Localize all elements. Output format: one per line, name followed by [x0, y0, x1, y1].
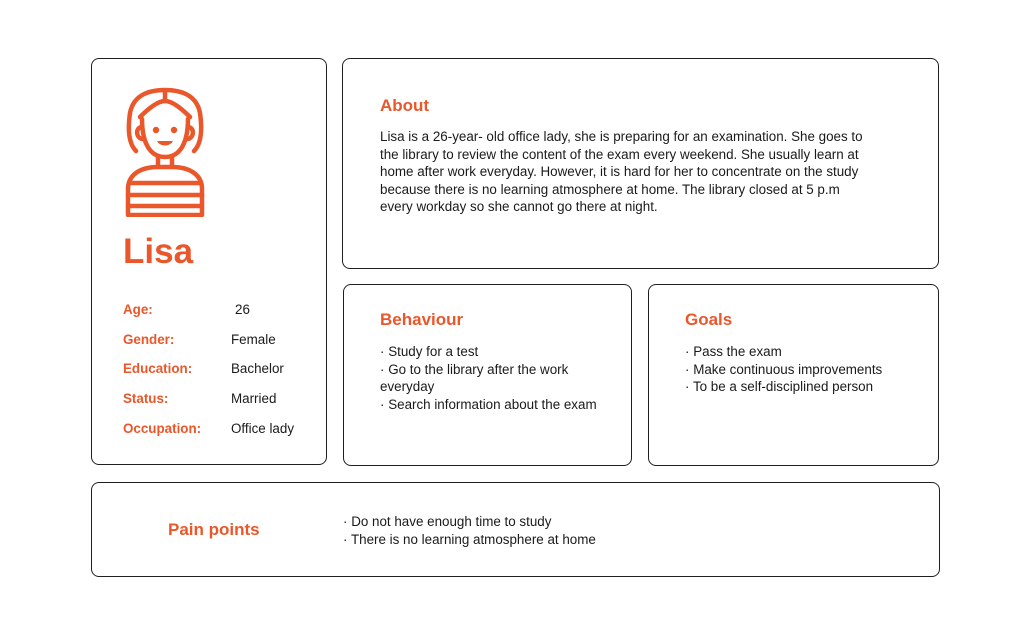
pain-points-card — [91, 482, 940, 577]
about-line: because there is no learning atmosphere at home. The library closed at 5 p.m — [380, 181, 840, 197]
field-value: Married — [231, 391, 277, 406]
pain-points-title: Pain points — [168, 520, 260, 539]
woman-avatar-icon — [122, 87, 208, 217]
list-item: · To be a self-disciplined person — [685, 378, 925, 396]
list-item: · Make continuous improvements — [685, 361, 925, 379]
list-item: · Search information about the exam — [380, 396, 605, 414]
field-value: Female — [231, 332, 276, 347]
behaviour-list — [380, 343, 605, 413]
field-value: Office lady — [231, 421, 295, 436]
behaviour-card — [343, 284, 632, 466]
list-item: · Do not have enough time to study — [343, 513, 743, 531]
about-line: every workday so she cannot go there at night. — [380, 199, 658, 214]
about-line: Lisa is a 26-year- old office lady, she is preparing for an examination. She goes to — [380, 129, 863, 144]
goals-card — [648, 284, 939, 466]
profile-card — [91, 58, 327, 465]
about-title: About — [380, 96, 430, 115]
field-value: 26 — [235, 302, 250, 317]
field-value: Bachelor — [231, 361, 284, 376]
field-label: Gender: — [123, 332, 175, 347]
persona-name: Lisa — [123, 232, 194, 271]
list-item: · There is no learning atmosphere at home — [343, 531, 743, 549]
field-label: Status: — [123, 391, 169, 406]
field-label: Occupation: — [123, 421, 202, 436]
field-label: Age: — [123, 302, 153, 317]
list-item: · Pass the exam — [685, 343, 925, 361]
behaviour-title: Behaviour — [380, 310, 464, 329]
about-line: the library to review the content of the exam every weekend. She usually learn at — [380, 146, 859, 162]
about-text — [380, 128, 925, 216]
pain-points-list — [343, 513, 743, 548]
goals-title: Goals — [685, 310, 733, 329]
about-line: home after work everyday. However, it is hard for her to concentrate on the study — [380, 164, 859, 179]
goals-list — [685, 343, 925, 396]
list-item: · Go to the library after the work everyday — [380, 361, 605, 396]
about-card — [342, 58, 939, 269]
field-label: Education: — [123, 361, 193, 376]
list-item: · Study for a test — [380, 343, 605, 361]
